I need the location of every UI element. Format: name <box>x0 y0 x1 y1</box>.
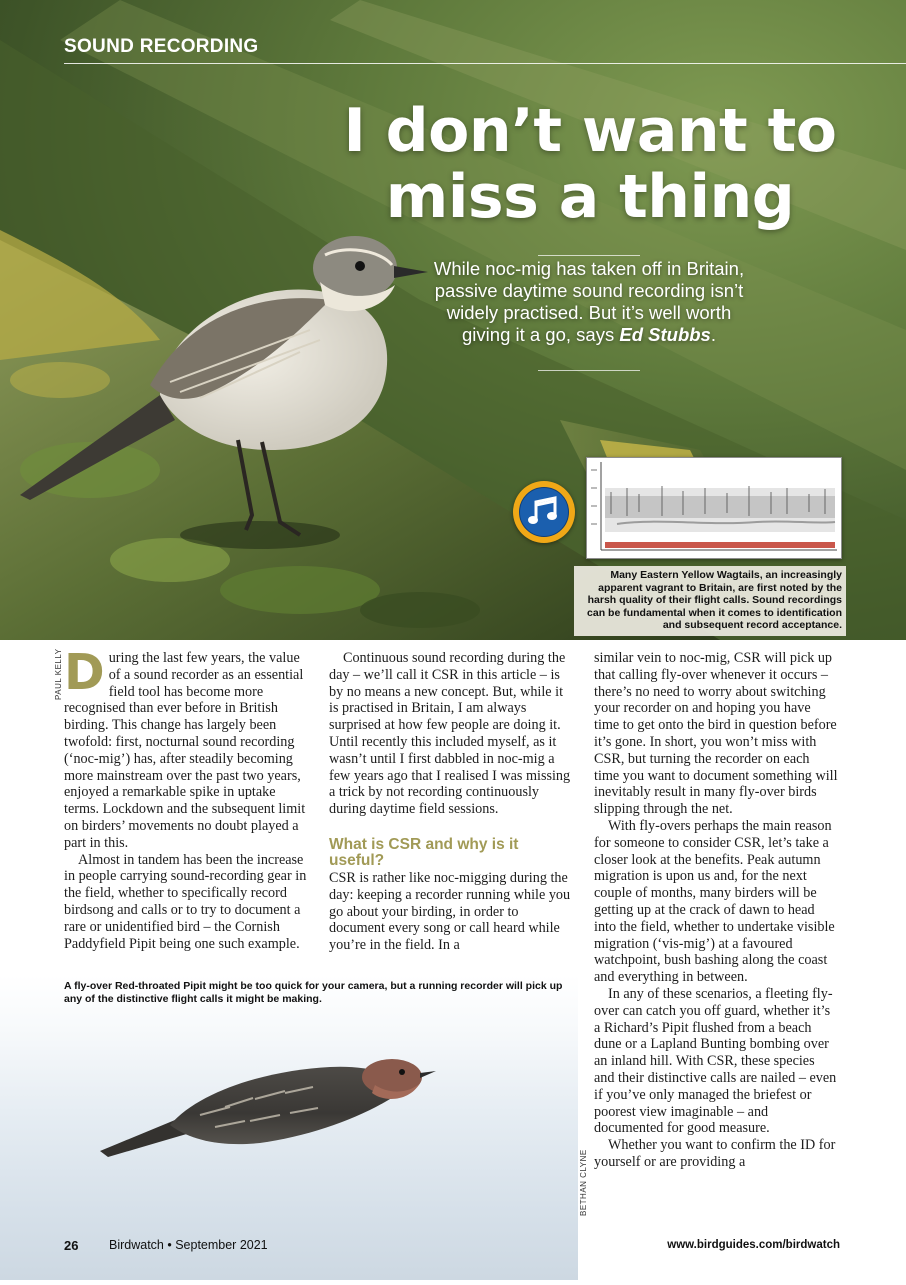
subhead: What is CSR and why is it useful? <box>329 835 519 869</box>
photo-credit-1: PAUL KELLY <box>54 648 63 700</box>
paragraph-5: similar vein to noc-mig, CSR will pick up that calling fly-over whenever it occurs – there’s no need to worry about switching your recorder on and hoping you have time to get onto the bird in question before it’s gone. In short, you won’t miss with CSR, but turning the recorder on each time you want to document something will inevitably result in many fly-over birds slipping through the net. <box>594 650 838 818</box>
sonogram <box>586 457 842 559</box>
standfirst-rule-top <box>538 255 640 256</box>
paragraph-6: With fly-overs perhaps the main reason for someone to consider CSR, let’s take a closer look at the benefits. Peak autumn migration is upon us and, for the next couple of months, many birders will be getting up at the crack of dawn to head into the field, whether to undertake visible migration (‘vis-mig’) at a favoured watchpoint, bush bashing along the coast and everything in between. <box>594 817 835 986</box>
magazine-issue: Birdwatch • September 2021 <box>109 1238 268 1252</box>
headline <box>310 98 870 230</box>
standfirst-end: . <box>710 324 716 345</box>
standfirst-text: While noc-mig has taken off in Britain, passive daytime sound recording isn’t widely practised. But it’s well worth giving it a go, says <box>433 258 745 345</box>
header-rule <box>64 63 906 64</box>
paragraph-2: Almost in tandem has been the increase in people carrying sound-recording gear in the field, whether to specifically record birdsong and calls or to try to document a rare or unidentified bird – the Cornish Paddyfield Pipit being one such example. <box>64 851 307 952</box>
headline-line-1: I don’t want to <box>343 96 837 166</box>
paragraph-1 <box>64 644 309 852</box>
paragraph-8: Whether you want to confirm the ID for yourself or are providing a <box>594 1137 836 1170</box>
author-name: Ed Stubbs <box>619 324 711 345</box>
paragraph-4: CSR is rather like noc-migging during the day: keeping a recorder running while you go about your birding, in order to document every song or call heard while you’re in the field. In a <box>329 869 571 954</box>
standfirst <box>428 258 750 346</box>
column-3 <box>594 650 838 1171</box>
column-1 <box>64 644 309 952</box>
drop-cap: D <box>64 644 105 701</box>
music-note-glyph <box>525 492 563 530</box>
hero-caption: Many Eastern Yellow Wagtails, an increasingly apparent vagrant to Britain, are first noted by the harsh quality of their flight calls. Sound recordings can be fundamental when it comes to identification and subsequent record acceptance. <box>574 566 846 636</box>
photo-credit-2: BETHAN CLYNE <box>579 1149 588 1216</box>
paragraph-7: In any of these scenarios, a fleeting fly-over can catch you off guard, whether it’s a Richard’s Pipit flushed from a beach dune or a Lapland Bunting bombing over an inland hill. With CSR, these species and their distinctive calls are nailed – even if you’ve only managed the briefest or poorest view imaginable – and documented for good measure. <box>594 985 837 1137</box>
standfirst-rule-bottom <box>538 370 640 371</box>
paragraph-3: Continuous sound recording during the day – we’ll call it CSR in this article – is by no means a new concept. But, while it is practised in Britain, I am always surprised at how few people are doing it. Until recently this included myself, as it wasn’t until I first dabbled in noc-mig a few years ago that I realised I was missing a trick by not recording continuously during daytime field sessions. <box>329 650 571 818</box>
website-url[interactable]: www.birdguides.com/birdwatch <box>667 1239 840 1251</box>
section-label: SOUND RECORDING <box>64 36 259 57</box>
pipit-caption: A fly-over Red-throated Pipit might be too quick for your camera, but a running recorder will pick up any of the distinctive flight calls it might be making. <box>64 980 563 1005</box>
pipit-photo <box>0 975 578 1280</box>
music-note-icon[interactable] <box>513 481 575 543</box>
column-2 <box>329 650 575 954</box>
hero-photo <box>0 0 906 640</box>
paragraph-1-text: uring the last few years, the value of a sound recorder as an essential field tool has become more recognised than ever before in British birding. This change has largely been twofold: first, nocturnal sound recording (‘noc-mig’) has, after steadily becoming more mainstream over the past two years, enjoyed a remarkable spike in uptake terms. Lockdown and the subsequent limit on birders’ movements no doubt played a part in this. <box>64 650 306 851</box>
pipit-illustration <box>0 975 578 1280</box>
page-number: 26 <box>64 1238 79 1253</box>
headline-line-2: miss a thing <box>385 162 795 232</box>
